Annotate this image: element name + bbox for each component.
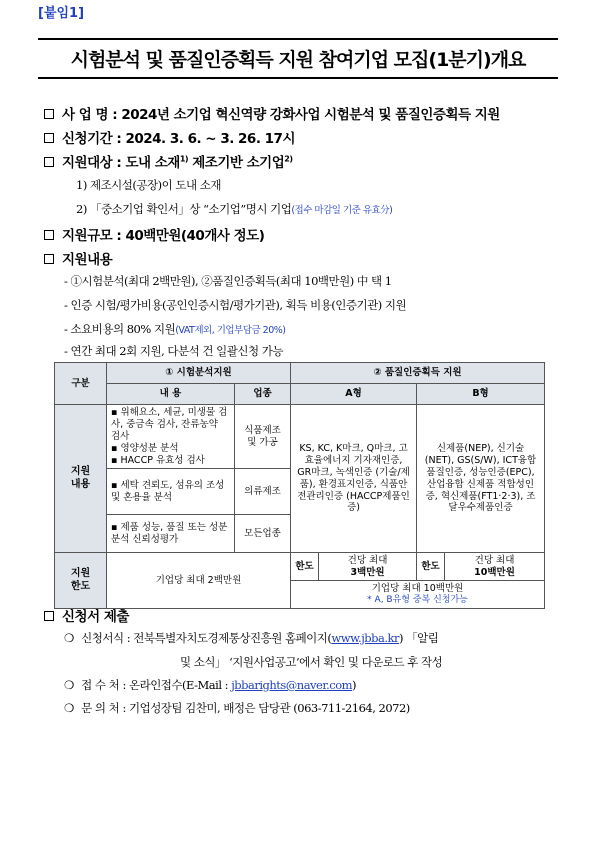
checkbox-square-icon bbox=[44, 109, 54, 119]
apply-form-line: ❍ 신청서식 : 전북특별자치도경제통상진흥원 홈페이지(www.jbba.kr) 「알림 bbox=[64, 631, 439, 645]
circle-bullet-icon: ❍ bbox=[64, 678, 74, 692]
target-sub-2: 2) 「중소기업 확인서」상 “소기업”명시 기업(접수 마감일 기준 유효分) bbox=[76, 202, 393, 216]
content-line-4: - 연간 최대 2회 지원, 다분석 건 일괄신청 가능 bbox=[64, 344, 283, 358]
row1-industry: 식품제조 및 가공 bbox=[235, 405, 291, 469]
header-group-2: ② 품질인증획득 지원 bbox=[291, 363, 545, 384]
limit-ab: 기업당 최대 10백만원 * A, B유형 중복 신청가능 bbox=[291, 581, 545, 609]
support-table bbox=[54, 362, 545, 609]
scale-item: 지원규모 : 40백만원(40개사 정도) bbox=[44, 224, 264, 244]
apply-submit-line: ❍ 접 수 처 : 온라인접수(E-Mail : jbbarights@naver.com) bbox=[64, 678, 357, 692]
row3-content: ▪ 제품 성능, 품질 또는 성분 분석 신뢰성평가 bbox=[107, 515, 235, 553]
circle-bullet-icon: ❍ bbox=[64, 631, 74, 645]
page-title: 시험분석 및 품질인증획득 지원 참여기업 모집(1분기)개요 bbox=[70, 49, 526, 71]
limit-a-label: 한도 bbox=[291, 553, 319, 581]
type-a-content: KS, KC, K마크, Q마크, 고효율에너지 기자재인증, GR마크, 녹색인증 (기술/제품), 환경표지인증, 식품안전관리인증 (HACCP제품인증) bbox=[291, 405, 417, 553]
header-group-1: ① 시험분석지원 bbox=[107, 363, 291, 384]
row2-industry: 의류제조 bbox=[235, 469, 291, 515]
row-label-content: 지원 내용 bbox=[55, 405, 107, 553]
apply-heading: 신청서 제출 bbox=[44, 605, 129, 625]
row-label-limit: 지원 한도 bbox=[55, 553, 107, 609]
title-box bbox=[38, 38, 558, 79]
checkbox-square-icon bbox=[44, 254, 54, 264]
row3-industry: 모든업종 bbox=[235, 515, 291, 553]
content-heading: 지원내용 bbox=[44, 248, 112, 268]
limit-b-label: 한도 bbox=[417, 553, 445, 581]
checkbox-square-icon bbox=[44, 157, 54, 167]
apply-form-line-2: 및 소식」 ‘지원사업공고’에서 확인 및 다운로드 후 작성 bbox=[180, 655, 443, 669]
apply-contact-line: ❍ 문 의 처 : 기업성장팀 김찬미, 배정은 담당관 (063-711-2164, 2072) bbox=[64, 701, 410, 715]
header-type-b: B형 bbox=[417, 384, 545, 405]
circle-bullet-icon: ❍ bbox=[64, 701, 74, 715]
checkbox-square-icon bbox=[44, 230, 54, 240]
period-item: 신청기간 : 2024. 3. 6. ~ 3. 26. 17시 bbox=[44, 127, 295, 147]
limit-b-value: 건당 최대 10백만원 bbox=[445, 553, 545, 581]
type-b-content: 신제품(NEP), 신기술(NET), GS(S/W), ICT융합품질인증, 성능인증(EPC), 산업융합 신제품 적합성인증, 혁신제품(FT1·2·3), 조달우수제품인증 bbox=[417, 405, 545, 553]
content-line-3: - 소요비용의 80% 지원(VAT제외, 기업부담금 20%) bbox=[64, 322, 286, 336]
limit-a-value: 건당 최대 3백만원 bbox=[319, 553, 417, 581]
content-line-1: - ①시험분석(최대 2백만원), ②품질인증획득(최대 10백만원) 中 택 1 bbox=[64, 274, 392, 288]
email-link[interactable]: jbbarights@naver.com bbox=[231, 678, 353, 692]
checkbox-square-icon bbox=[44, 133, 54, 143]
header-gubun: 구분 bbox=[55, 363, 107, 405]
limit-type-1: 기업당 최대 2백만원 bbox=[107, 553, 291, 609]
header-content: 내 용 bbox=[107, 384, 235, 405]
target-sub-1: 1) 제조시설(공장)이 도내 소재 bbox=[76, 178, 221, 192]
attachment-label: [붙임1] bbox=[38, 6, 85, 21]
checkbox-square-icon bbox=[44, 611, 54, 621]
jbba-link[interactable]: www.jbba.kr bbox=[331, 631, 399, 645]
header-industry: 업종 bbox=[235, 384, 291, 405]
row2-content: ▪ 세탁 견뢰도, 섬유의 조성 및 혼용율 분석 bbox=[107, 469, 235, 515]
project-item: 사 업 명 : 2024년 소기업 혁신역량 강화사업 시험분석 및 품질인증획득 지원 bbox=[44, 103, 500, 123]
content-line-2: - 인증 시험/평가비용(공인인증시험/평가기관), 획득 비용(인증기관) 지원 bbox=[64, 298, 407, 312]
header-type-a: A형 bbox=[291, 384, 417, 405]
row1-content: ▪ 위해요소, 세균, 미생물 검사, 중금속 검사, 잔류농약 검사 ▪ 영양성분 분석 ▪ HACCP 유효성 검사 bbox=[107, 405, 235, 469]
target-item: 지원대상 : 도내 소재$^{1)}$ 제조기반 소기업$^{2)}$ bbox=[44, 151, 292, 171]
